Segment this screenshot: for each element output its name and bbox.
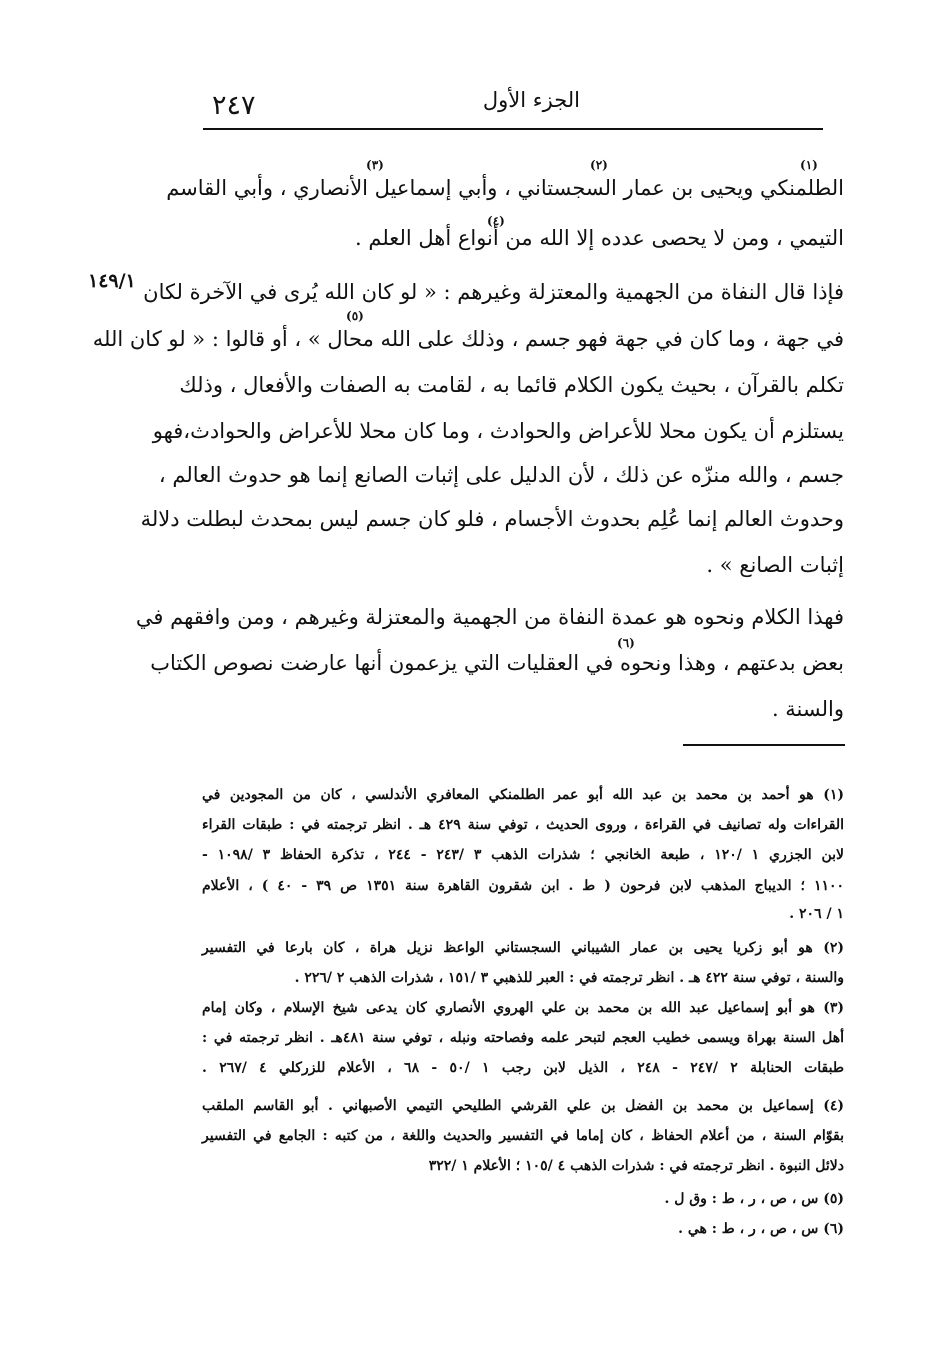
body-line: يستلزم أن يكون محلا للأعراض والحوادث ، وما كان محلا للأعراض والحوادث،فهو: [152, 419, 844, 443]
footnote-line: (٣) هو أبو إسماعيل عبد الله بن محمد بن علي الهروي الأنصاري كان يدعى شيخ الإسلام ، وكان إمام: [202, 1000, 844, 1016]
note-marker: (٥): [346, 309, 364, 323]
note-marker: (٣): [366, 158, 384, 172]
body-line: فإذا قال النفاة من الجهمية والمعتزلة وغيرهم : « لو كان الله يُرى في الآخرة لكان: [143, 280, 844, 304]
footnote-line: القراءات وله تصانيف في القراءة ، وروى الحديث ، توفي سنة ٤٢٩ هـ . انظر ترجمته في : طبقات القراء: [202, 817, 844, 833]
body-line: وحدوث العالم إنما عُلِم بحدوث الأجسام ، فلو كان جسم ليس بمحدث لبطلت دلالة: [140, 507, 844, 531]
body-line: فهذا الكلام ونحوه هو عمدة النفاة من الجهمية والمعتزلة وغيرهم ، ومن وافقهم في: [135, 605, 844, 629]
body-line: التيمي ، ومن لا يحصى عدده إلا الله من أنواع أهل العلم .: [355, 226, 844, 250]
footnote-line: أهل السنة بهراة ويسمى خطيب العجم لتبحر علمه وفصاحته ونبله ، توفي سنة ٤٨١هـ . انظر ترجمته في :: [202, 1030, 844, 1046]
note-marker: (١): [800, 158, 818, 172]
note-marker: (٢): [590, 158, 608, 172]
footnote-line: بقوّام السنة ، من أعلام الحفاظ ، كان إماما في التفسير والحديث واللغة ، من كتبه : الجامع في التفسير: [202, 1128, 844, 1144]
note-marker: (٤): [487, 214, 505, 228]
footnote-line: دلائل النبوة . انظر ترجمته في : شذرات الذهب ٤ /١٠٥ ؛ الأعلام ١ /٣٢٢: [428, 1158, 844, 1174]
body-line: بعض بدعتهم ، وهذا ونحوه في العقليات التي يزعمون أنها عارضت نصوص الكتاب: [150, 651, 844, 675]
footnote-line: (٤) إسماعيل بن محمد بن الفضل بن علي القرشي الطليحي التيمي الأصبهاني . أبو القاسم الملقب: [202, 1098, 844, 1114]
footnote-line: ١١٠٠ ؛ الديباج المذهب لابن فرحون ( ط . ابن شقرون القاهرة سنة ١٣٥١ ص ٣٩ - ٤٠ ) ، الأعلام: [202, 878, 845, 894]
body-line: إثبات الصانع » .: [706, 553, 844, 577]
footnote-line: طبقات الحنابلة ٢ /٢٤٧ - ٢٤٨ ، الذيل لابن رجب ١ /٥٠ - ٦٨ ، الأعلام للزركلي ٤ /٢٦٧ .: [202, 1060, 844, 1076]
footnote-line: ١ / ٢٠٦ .: [789, 906, 844, 922]
footnote-line: (٦) س ، ص ، ر ، ط : هي .: [678, 1221, 844, 1237]
footnote-line: والسنة ، توفي سنة ٤٢٢ هـ . انظر ترجمته في : العبر للذهبي ٣ /١٥١ ، شذرات الذهب ٢ /٢٢٦ .: [294, 970, 844, 986]
footnote-separator: [683, 744, 845, 746]
header-rule: [203, 128, 823, 130]
body-line: والسنة .: [771, 697, 844, 721]
margin-reference: ١٤٩/١: [88, 270, 136, 292]
body-line: في جهة ، وما كان في جهة فهو جسم ، وذلك على الله محال » ، أو قالوا : « لو كان الله: [92, 327, 844, 351]
note-marker: (٦): [617, 636, 635, 650]
body-line: جسم ، والله منزّه عن ذلك ، لأن الدليل على إثبات الصانع إنما هو حدوث العالم ،: [158, 463, 844, 487]
body-line: الطلمنكي ويحيى بن عمار السجستاني ، وأبي إسماعيل الأنصاري ، وأبي القاسم: [166, 176, 844, 200]
page-number: ٢٤٧: [212, 90, 256, 121]
footnote-line: (١) هو أحمد بن محمد بن عبد الله أبو عمر الطلمنكي المعافري الأندلسي ، كان من المجودين في: [202, 787, 844, 803]
footnote-line: (٢) هو أبو زكريا يحيى بن عمار الشيباني السجستاني الواعظ نزيل هراة ، كان بارعا في التفسير: [202, 940, 844, 956]
footnote-line: (٥) س ، ص ، ر ، ط : وق ل .: [664, 1191, 844, 1207]
body-line: تكلم بالقرآن ، بحيث يكون الكلام قائما به ، لقامت به الصفات والأفعال ، وذلك: [179, 373, 844, 397]
running-title: الجزء الأول: [482, 88, 580, 112]
footnote-line: لابن الجزري ١ /١٢٠ ، طبعة الخانجي ؛ شذرات الذهب ٣ /٢٤٣ - ٢٤٤ ، تذكرة الحفاظ ٣ /١٠٩٨ -: [202, 847, 844, 863]
